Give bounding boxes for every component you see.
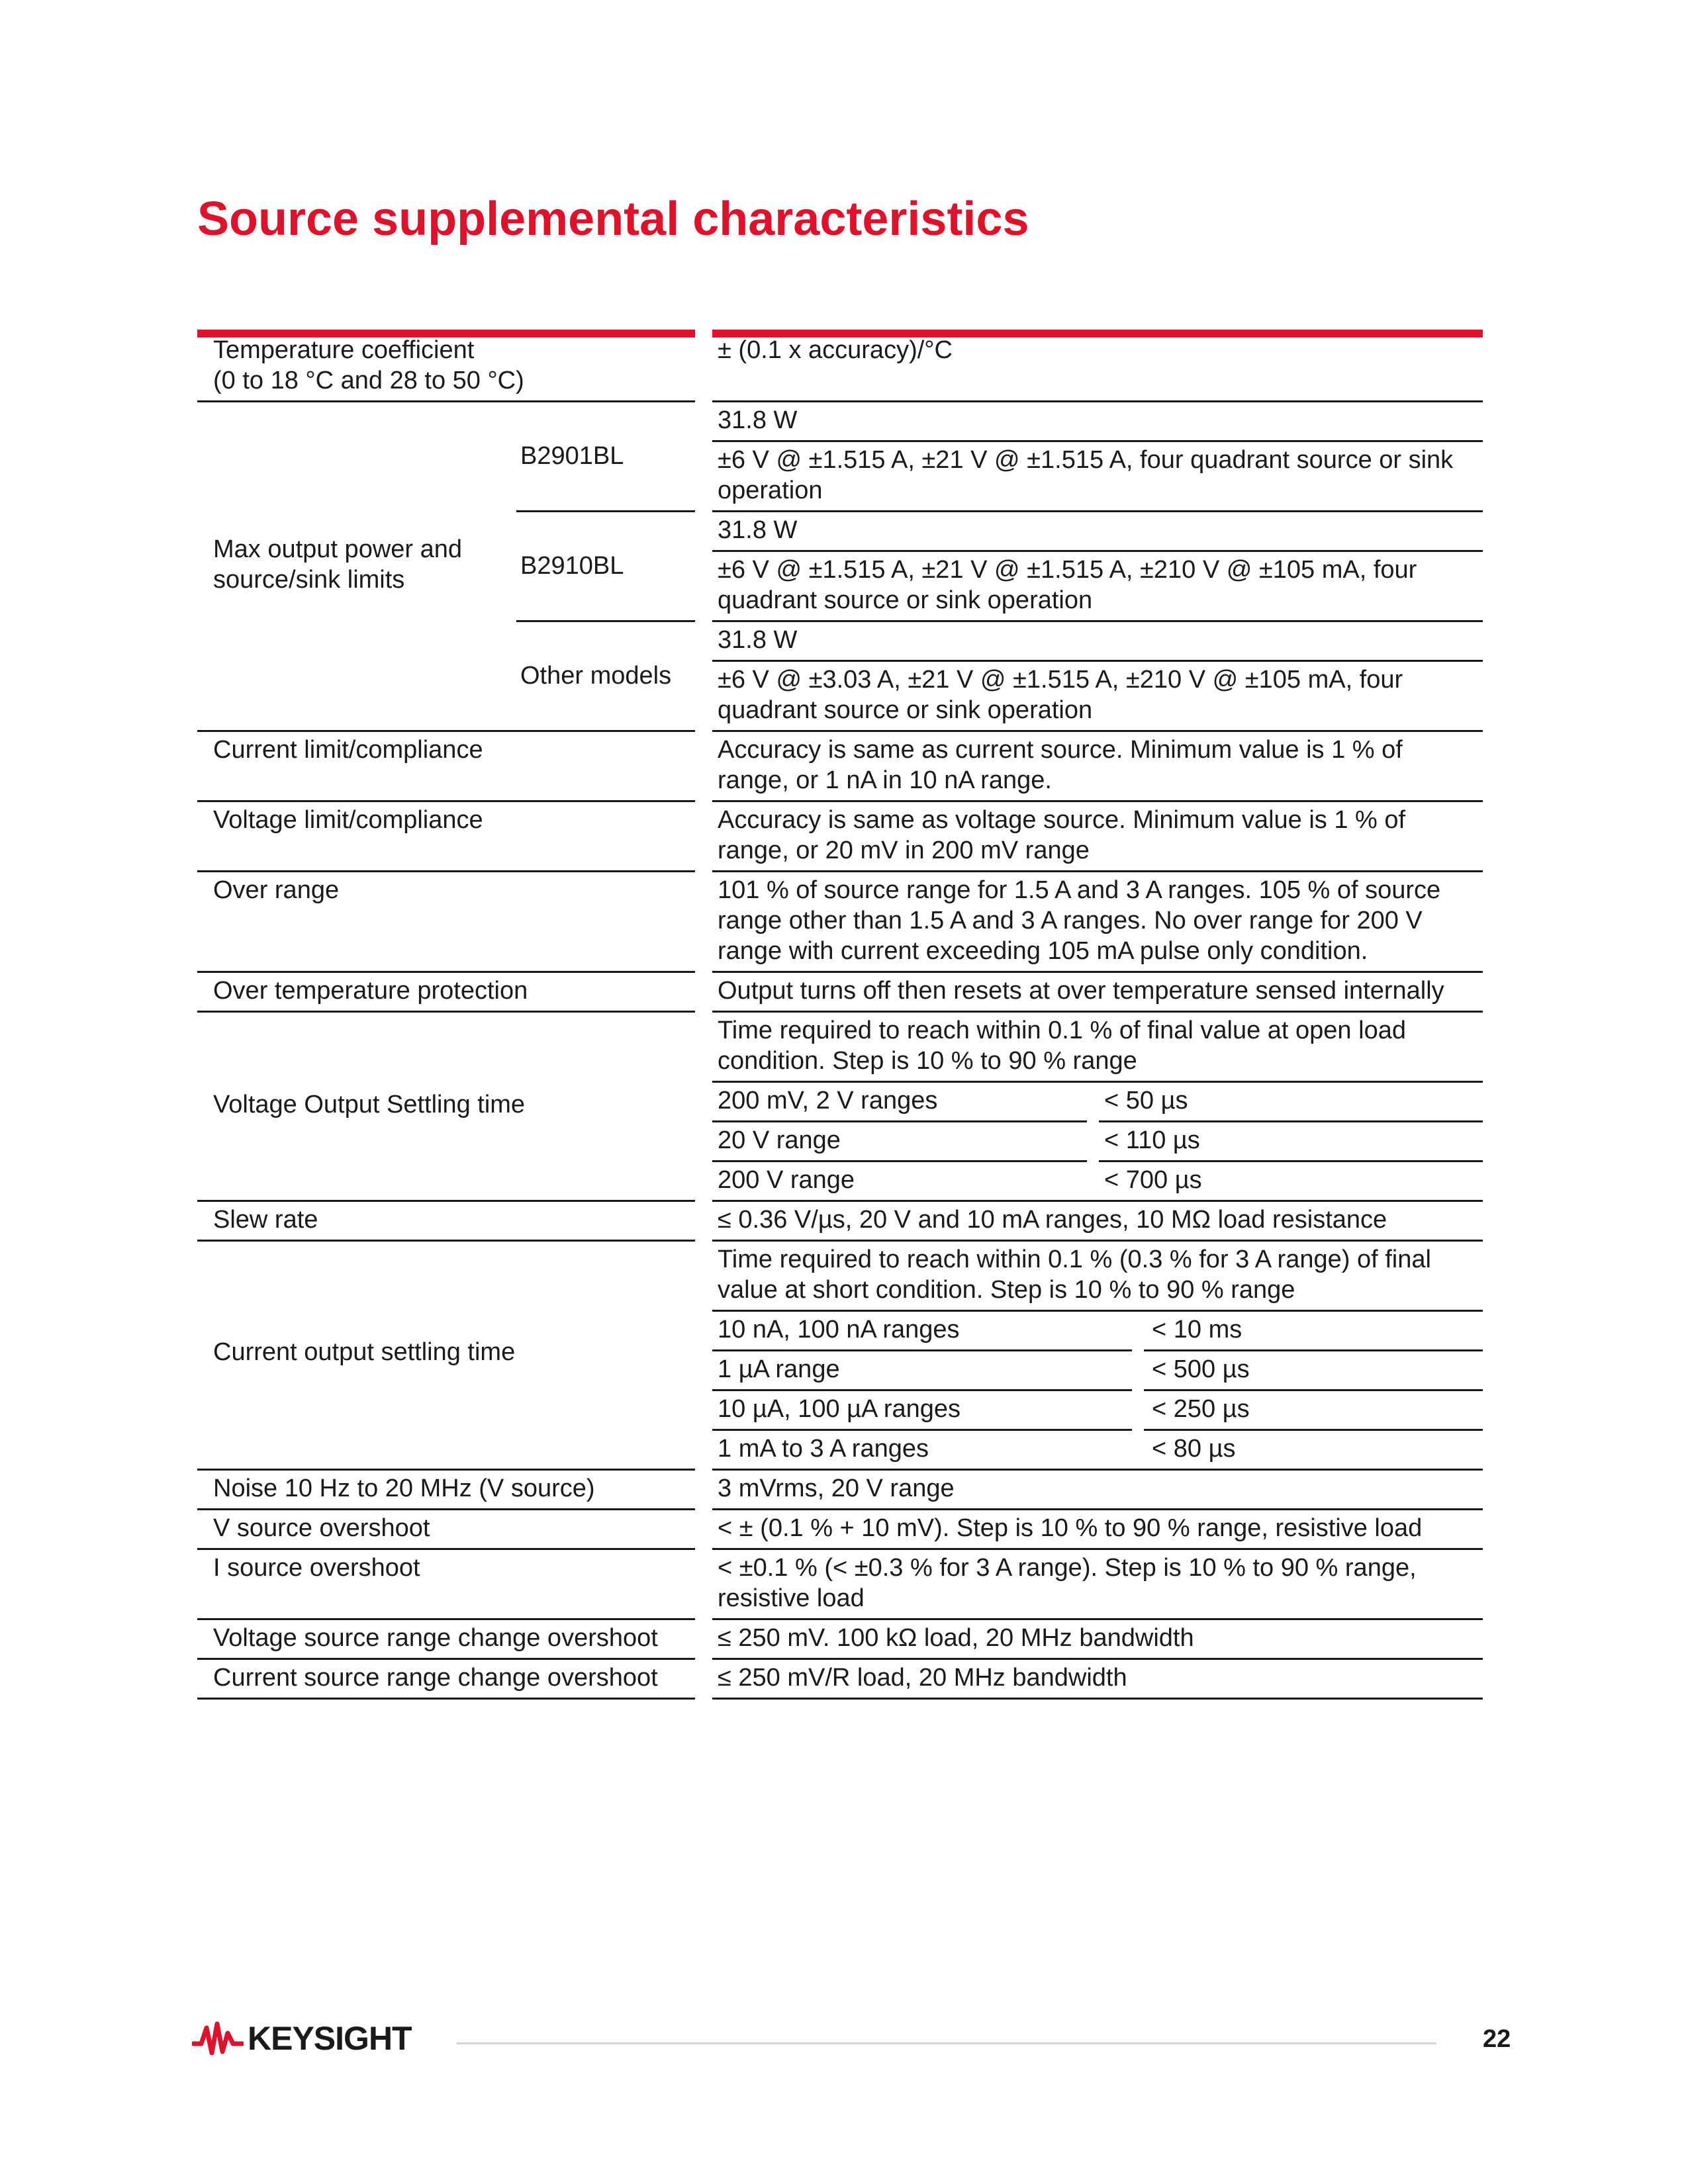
- current-settling-time: < 80 µs: [1152, 1435, 1236, 1463]
- row-divider: [712, 1658, 1483, 1660]
- other-models-power: 31.8 W: [718, 626, 798, 654]
- row-divider: [197, 1548, 695, 1550]
- row-label-current-range-change: Current source range change overshoot: [213, 1664, 658, 1692]
- row-value-current-limit: Accuracy is same as current source. Minimum value is 1 % of range, or 1 nA in 10 nA range.: [718, 736, 1403, 794]
- voltage-settling-description: Time required to reach within 0.1 % of final value at open load condition. Step is 10 % to 90 % range: [718, 1017, 1406, 1075]
- row-divider: [712, 1548, 1483, 1550]
- row-divider: [712, 550, 1483, 552]
- row-divider: [712, 800, 1483, 802]
- footer-rule: [457, 2042, 1436, 2044]
- row-value-v-source-overshoot: < ± (0.1 % + 10 mV). Step is 10 % to 90 % range, resistive load: [718, 1514, 1423, 1542]
- row-divider: [712, 1240, 1483, 1242]
- row-divider: [712, 870, 1483, 872]
- b2901bl-limits: ±6 V @ ±1.515 A, ±21 V @ ±1.515 A, four quadrant source or sink operation: [718, 446, 1454, 504]
- row-divider: [712, 1429, 1132, 1431]
- row-divider: [197, 730, 695, 732]
- row-value-temperature-coefficient: ± (0.1 x accuracy)/°C: [718, 336, 953, 364]
- current-settling-description: Time required to reach within 0.1 % (0.3 % for 3 A range) of final value at short condition. Step is 10 % to 90 % range: [718, 1246, 1431, 1304]
- row-divider: [712, 1389, 1132, 1391]
- row-divider: [197, 800, 695, 802]
- row-divider: [1099, 1120, 1483, 1122]
- page-number: 22: [1483, 2025, 1511, 2053]
- row-divider: [197, 1469, 695, 1471]
- row-divider: [197, 1011, 695, 1013]
- row-divider: [712, 1310, 1483, 1312]
- keysight-logo: [192, 2019, 412, 2058]
- row-value-over-temperature: Output turns off then resets at over temperature sensed internally: [718, 977, 1444, 1005]
- row-label-over-temperature: Over temperature protection: [213, 977, 528, 1005]
- row-divider: [1144, 1389, 1483, 1391]
- current-settling-range: 10 µA, 100 µA ranges: [718, 1395, 961, 1423]
- current-settling-range: 1 µA range: [718, 1355, 840, 1383]
- row-divider: [1099, 1160, 1483, 1162]
- row-divider: [197, 1658, 695, 1660]
- row-value-i-source-overshoot: < ±0.1 % (< ±0.3 % for 3 A range). Step is 10 % to 90 % range, resistive load: [718, 1554, 1417, 1612]
- row-value-current-range-change: ≤ 250 mV/R load, 20 MHz bandwidth: [718, 1664, 1127, 1692]
- current-settling-time: < 10 ms: [1152, 1316, 1243, 1343]
- brand-name: KEYSIGHT: [248, 2020, 412, 2057]
- model-other: Other models: [520, 662, 672, 690]
- row-value-noise: 3 mVrms, 20 V range: [718, 1475, 955, 1502]
- current-settling-range: 1 mA to 3 A ranges: [718, 1435, 929, 1463]
- row-divider: [712, 400, 1483, 402]
- row-label-i-source-overshoot: I source overshoot: [213, 1554, 420, 1582]
- row-divider: [712, 730, 1483, 732]
- voltage-settling-time: < 50 µs: [1104, 1087, 1188, 1115]
- row-label-temperature-range: (0 to 18 °C and 28 to 50 °C): [213, 367, 524, 394]
- row-divider: [197, 1240, 695, 1242]
- row-divider: [712, 1011, 1483, 1013]
- row-label-temperature-coefficient: Temperature coefficient: [213, 336, 475, 364]
- row-divider: [712, 1469, 1483, 1471]
- row-value-voltage-limit: Accuracy is same as voltage source. Minimum value is 1 % of range, or 20 mV in 200 mV range: [718, 806, 1406, 864]
- row-divider: [712, 1120, 1087, 1122]
- row-label-over-range: Over range: [213, 876, 340, 904]
- b2910bl-power: 31.8 W: [718, 516, 798, 544]
- row-label-v-source-overshoot: V source overshoot: [213, 1514, 430, 1542]
- other-models-limits: ±6 V @ ±3.03 A, ±21 V @ ±1.515 A, ±210 V @ ±105 mA, four quadrant source or sink operation: [718, 666, 1403, 724]
- row-divider: [197, 400, 695, 402]
- row-divider: [197, 870, 695, 872]
- page-title: Source supplemental characteristics: [197, 193, 1029, 246]
- row-divider: [712, 1618, 1483, 1620]
- row-divider: [712, 1081, 1483, 1083]
- row-divider: [197, 1698, 695, 1700]
- row-label-voltage-settling: Voltage Output Settling time: [213, 1091, 526, 1118]
- row-divider: [712, 440, 1483, 442]
- row-divider: [712, 1349, 1132, 1351]
- b2901bl-power: 31.8 W: [718, 406, 798, 434]
- row-label-noise: Noise 10 Hz to 20 MHz (V source): [213, 1475, 595, 1502]
- voltage-settling-time: < 110 µs: [1104, 1126, 1200, 1154]
- voltage-settling-range: 20 V range: [718, 1126, 841, 1154]
- row-divider: [197, 1508, 695, 1510]
- row-divider: [516, 620, 695, 622]
- current-settling-time: < 500 µs: [1152, 1355, 1250, 1383]
- row-divider: [712, 1160, 1087, 1162]
- row-value-voltage-range-change: ≤ 250 mV. 100 kΩ load, 20 MHz bandwidth: [718, 1624, 1194, 1652]
- row-label-current-settling: Current output settling time: [213, 1338, 516, 1366]
- row-label-max-output-power: Max output power and source/sink limits: [213, 535, 463, 594]
- row-label-current-limit: Current limit/compliance: [213, 736, 483, 764]
- current-settling-time: < 250 µs: [1152, 1395, 1250, 1423]
- row-label-voltage-range-change: Voltage source range change overshoot: [213, 1624, 658, 1652]
- row-divider: [516, 510, 695, 512]
- b2910bl-limits: ±6 V @ ±1.515 A, ±21 V @ ±1.515 A, ±210 V @ ±105 mA, four quadrant source or sink operation: [718, 556, 1417, 614]
- row-divider: [1144, 1429, 1483, 1431]
- row-value-over-range: 101 % of source range for 1.5 A and 3 A ranges. 105 % of source range other than 1.5 A and 3 A ranges. No over range for 200 V range with current exceeding 105 mA pulse only condition.: [718, 876, 1441, 965]
- voltage-settling-range: 200 V range: [718, 1166, 855, 1194]
- row-divider: [712, 660, 1483, 662]
- row-divider: [1144, 1349, 1483, 1351]
- row-divider: [712, 1200, 1483, 1202]
- current-settling-range: 10 nA, 100 nA ranges: [718, 1316, 960, 1343]
- row-divider: [712, 510, 1483, 512]
- row-value-slew-rate: ≤ 0.36 V/µs, 20 V and 10 mA ranges, 10 MΩ load resistance: [718, 1206, 1387, 1234]
- row-divider: [712, 1698, 1483, 1700]
- model-b2901bl: B2901BL: [520, 442, 624, 470]
- row-label-slew-rate: Slew rate: [213, 1206, 318, 1234]
- voltage-settling-time: < 700 µs: [1104, 1166, 1202, 1194]
- voltage-settling-range: 200 mV, 2 V ranges: [718, 1087, 938, 1115]
- row-label-voltage-limit: Voltage limit/compliance: [213, 806, 483, 834]
- keysight-wave-icon: [192, 2019, 244, 2058]
- row-divider: [712, 971, 1483, 973]
- row-divider: [197, 1618, 695, 1620]
- row-divider: [712, 620, 1483, 622]
- row-divider: [197, 971, 695, 973]
- row-divider: [197, 1200, 695, 1202]
- row-divider: [712, 1508, 1483, 1510]
- model-b2910bl: B2910BL: [520, 552, 624, 580]
